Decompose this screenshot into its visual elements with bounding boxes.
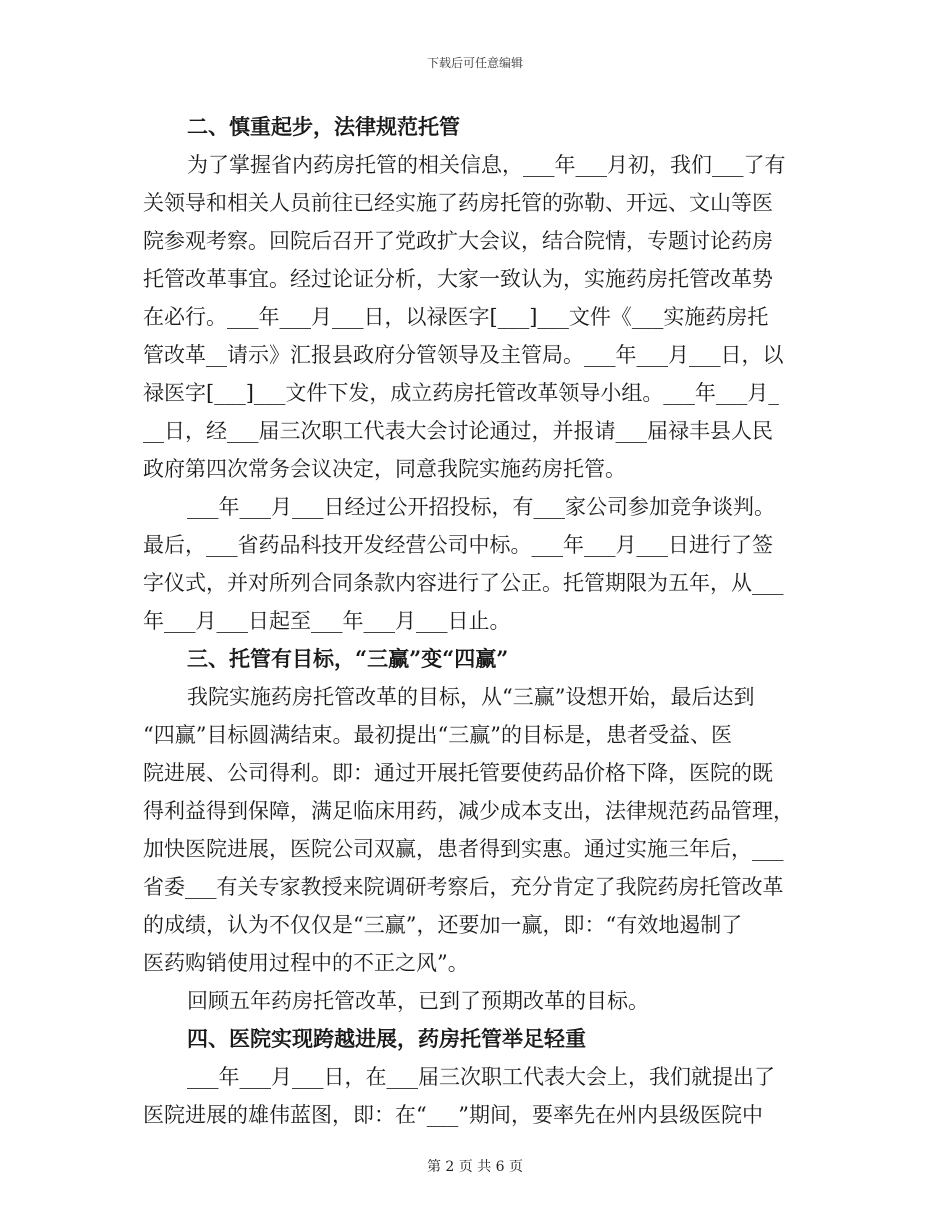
document-body (143, 108, 803, 1134)
text-line: 托管改革事宜。经过论证分析，大家一致认为，实施药房托管改革势 (143, 267, 773, 291)
text-line: 医药购销使用过程中的不正之风”。 (143, 951, 469, 975)
text-line: 在必行。___年___月___日，以禄医字[___]___文件《___实施药房托 (143, 305, 769, 329)
text-line: 医院进展的雄伟蓝图，即：在“___”期间，要率先在州内县级医院中 (143, 1103, 763, 1127)
text-line: 年___月___日起至___年___月___日止。 (143, 609, 511, 633)
text-line: 回顾五年药房托管改革，已到了预期改革的目标。 (187, 989, 649, 1013)
text-line: 的成绩，认为不仅仅是“三赢”，还要加一赢，即：“有效地遏制了 (143, 913, 743, 937)
text-line: 加快医院进展，医院公司双赢，患者得到实惠。通过实施三年后，___ (143, 837, 784, 861)
section-heading: 三、托管有目标，“三赢”变“四赢” (187, 646, 509, 671)
text-line: 院进展、公司得利。即：通过开展托管要使药品价格下降，医院的既 (143, 761, 773, 785)
text-line: 院参观考察。回院后召开了党政扩大会议，结合院情，专题讨论药房 (143, 229, 773, 253)
text-line: 政府第四次常务会议决定，同意我院实施药房托管。 (143, 457, 626, 481)
text-line: __日，经___届三次职工代表大会讨论通过，并报请___届禄丰县人民 (143, 419, 773, 443)
section-heading: 四、医院实现跨越进展，药房托管举足轻重 (187, 1026, 586, 1051)
text-line: 字仪式，并对所列合同条款内容进行了公正。托管期限为五年，从___ (143, 571, 784, 595)
text-line: 得利益得到保障，满足临床用药，减少成本支出，法律规范药品管理， (143, 799, 794, 823)
page-footer: 第 2 页 共 6 页 (426, 1159, 524, 1175)
text-line: “四赢”目标圆满结束。最初提出“三赢”的目标是，患者受益、医 (143, 723, 732, 747)
text-line: ___年___月___日，在___届三次职工代表大会上，我们就提出了 (187, 1065, 775, 1089)
text-line: 为了掌握省内药房托管的相关信息，___年___月初，我们___了有 (187, 153, 786, 177)
text-line: 禄医字[___]___文件下发，成立药房托管改革领导小组。___年___月_ (143, 381, 779, 405)
text-line: 管改革__请示》汇报县政府分管领导及主管局。___年___月___日，以 (143, 343, 784, 367)
text-line: 我院实施药房托管改革的目标，从“三赢”设想开始，最后达到 (187, 685, 755, 709)
text-line: 省委___有关专家教授来院调研考察后，充分肯定了我院药房托管改革 (143, 875, 784, 899)
text-line: 最后，___省药品科技开发经营公司中标。___年___月___日进行了签 (143, 533, 773, 557)
text-line: ___年___月___日经过公开招投标，有___家公司参加竞争谈判。 (187, 495, 775, 519)
section-heading: 二、慎重起步，法律规范托管 (187, 114, 460, 139)
header-note: 下载后可任意编辑 (426, 56, 523, 70)
text-line: 关领导和相关人员前往已经实施了药房托管的弥勒、开远、文山等医 (143, 191, 773, 215)
